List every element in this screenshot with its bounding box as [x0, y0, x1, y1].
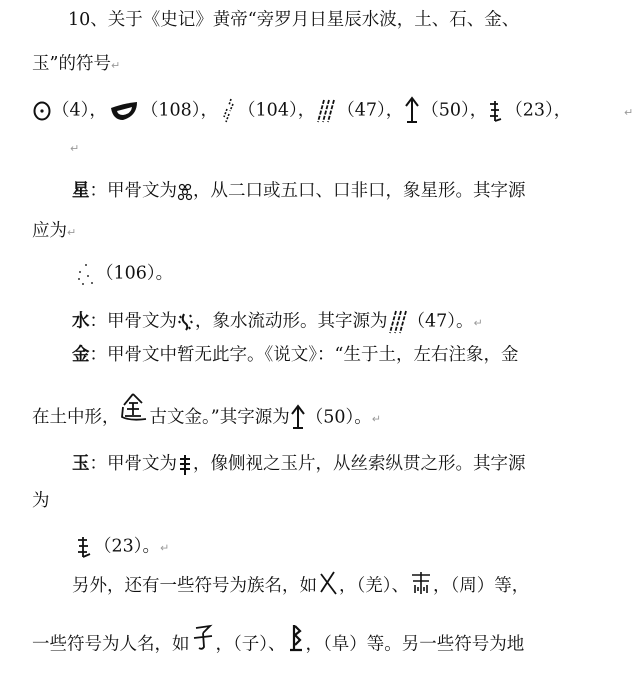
yu-line-2	[32, 490, 50, 512]
jade-strand-glyph-icon	[76, 535, 94, 559]
yu-label: 玉	[72, 454, 90, 474]
other-text-2: ，（羌）、	[339, 576, 409, 596]
paragraph-mark: ↵	[110, 59, 121, 72]
arrow-up-glyph-icon	[290, 404, 306, 432]
sun-glyph-icon	[32, 100, 52, 122]
other-text-5: ，（子）、	[215, 634, 286, 655]
shui-text-3: （47）。	[407, 311, 474, 332]
symbol-code-4: （4），	[52, 100, 107, 121]
paragraph-mark-empty: ↵	[70, 142, 80, 155]
paragraph-mark-end: ↵	[624, 106, 634, 119]
yu-text-2: ，像侧视之玉片，从丝索纵贯之形。其字源	[193, 454, 526, 474]
symbol-code-108: （108），	[140, 100, 219, 121]
symbol-code-23: （23），	[505, 100, 572, 121]
jade-strand-glyph-icon	[487, 99, 505, 123]
other-line-2	[32, 633, 524, 657]
heading-line-1	[68, 9, 519, 31]
xing-text-4: （106）。	[96, 263, 174, 284]
symbol-code-104: （104），	[238, 100, 316, 121]
heading-text: 10、关于《史记》黄帝“旁罗月日星辰水波，土、石、金、	[68, 10, 520, 30]
jin-line-2	[32, 404, 381, 432]
xing-text-2: ，从二口或五口、口非口，象星形。其字源	[193, 181, 526, 201]
jin-text-1: ：甲骨文中暂无此字。《说文》：“生于土，左右注象，金	[89, 345, 519, 365]
heading-text-cont: 玉”的符号	[32, 54, 111, 74]
jin-line-1	[72, 344, 518, 366]
other-line-1	[72, 575, 529, 597]
xing-line-2	[32, 220, 76, 244]
star-oracle-glyph-icon	[177, 182, 193, 202]
xing-text-1: ：甲骨文为	[89, 181, 177, 201]
qiang-glyph-icon	[317, 570, 339, 596]
arrow-up-glyph-icon	[403, 96, 421, 126]
heading-line-2	[32, 53, 120, 77]
shui-text-1: ：甲骨文为	[89, 311, 177, 332]
wave-dots-glyph-icon	[218, 97, 238, 125]
jin-label: 金	[72, 345, 90, 365]
paragraph-mark: ↵	[371, 412, 381, 426]
other-text-4: 一些符号为人名，如	[32, 634, 190, 655]
yu-line-3	[76, 535, 169, 560]
paragraph-mark: ↵	[473, 316, 483, 330]
zhou-glyph-icon	[409, 569, 433, 597]
gold-ancient-glyph-icon	[120, 391, 150, 425]
yu-line-1	[72, 453, 526, 476]
yu-text-4: （23）。	[94, 536, 161, 557]
other-text-6: ，（阜）等。另一些符号为地	[305, 634, 525, 655]
symbol-code-47: （47），	[337, 100, 404, 121]
dots-glyph-icon	[76, 262, 96, 286]
xing-line-1	[72, 180, 526, 202]
xing-line-3	[76, 262, 173, 286]
moon-glyph-icon	[107, 99, 141, 123]
shui-line-1	[72, 308, 483, 336]
yu-text-3: 为	[32, 491, 50, 511]
xing-label: 星	[72, 181, 90, 201]
jin-text-2: 在土中形，	[32, 407, 120, 428]
water-strokes-glyph-icon	[388, 308, 408, 336]
jin-text-4: （50）。	[305, 407, 372, 428]
other-text-3: ，（周）等，	[433, 576, 530, 596]
symbols-row	[32, 96, 571, 126]
paragraph-mark: ↵	[67, 226, 77, 239]
other-text-1: 另外，还有一些符号为族名，如	[72, 576, 317, 596]
zi-glyph-icon	[190, 623, 216, 653]
fu-glyph-icon	[286, 623, 306, 657]
shui-label: 水	[72, 311, 90, 332]
xing-text-3: 应为	[32, 221, 67, 241]
paragraph-mark: ↵	[160, 541, 170, 555]
water-strokes-glyph-icon	[315, 97, 337, 125]
symbol-code-50: （50），	[421, 100, 488, 121]
shui-text-2: ，象水流动形。其字源为	[195, 311, 388, 332]
water-oracle-glyph-icon	[177, 312, 195, 332]
jade-oracle-glyph-icon	[177, 454, 193, 476]
jin-text-3: 古文金。”其字源为	[149, 407, 290, 428]
yu-text-1: ：甲骨文为	[89, 454, 177, 474]
